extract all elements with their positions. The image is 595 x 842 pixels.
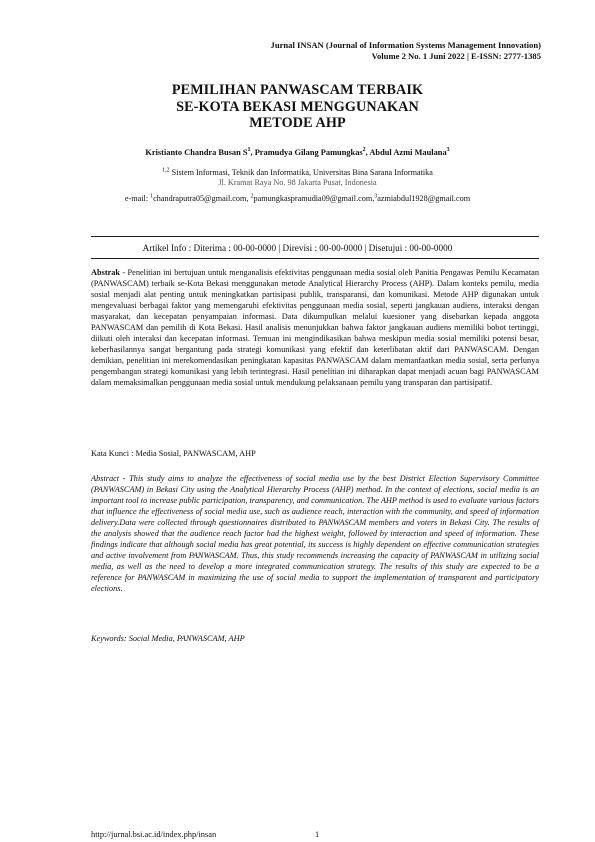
article-info: Artikel Info : Diterima : 00-00-0000 | Direvisi : 00-00-0000 | Disetujui : 00-00-0000: [142, 243, 453, 253]
title-line-3: METODE AHP: [249, 115, 346, 131]
journal-name: Jurnal INSAN (Journal of Information Systems Management Innovation): [270, 40, 541, 50]
email-index: 1: [150, 193, 154, 200]
kata-kunci-label: Kata Kunci :: [91, 449, 134, 458]
email-index: 2: [250, 193, 254, 200]
affiliation: [0, 168, 595, 187]
abstrak-paragraph: [91, 267, 539, 389]
footer-url[interactable]: http://jurnal.bsi.ac.id/index.php/insan: [91, 830, 217, 839]
page-number: 1: [315, 830, 320, 839]
kata-kunci-text: Media Sosial, PANWASCAM, AHP: [133, 449, 256, 458]
divider-top: [91, 236, 539, 237]
abstrak-text: - Penelitian ini bertujuan untuk menganalisis efektivitas penggunaan media sosial oleh Panitia Pengawas Pemilu Kecamatan (PANWASCAM) terbaik se-Kota Bekasi menggunakan metode Analytical Hierarchy Process (AHP). Dalam konteks pemilu, media sosial menjadi alat penting untuk meningkatkan partisipasi publik, transparansi, dan komunikasi. Metode AHP digunakan untuk mengevaluasi berbagai faktor yang memengaruhi efektivitas penggunaan media sosial, seperti jangkauan audiens, interaksi dengan masyarakat, dan kecepatan penyampaian informasi. Data dikumpulkan melalui kuesioner yang disebarkan kepada anggota PANWASCAM dan pemilih di Kota Bekasi. Hasil analisis menunjukkan bahwa faktor jangkauan audiens memiliki bobot tertinggi, diikuti oleh interaksi dan kecepatan informasi. Temuan ini mengindikasikan bahwa meskipun media sosial memiliki potensi besar, keberhasilannya sangat bergantung pada strategi komunikasi yang efektif dan keterlibatan aktif dari PANWASCAM. Dengan demikian, penelitian ini merekomendasikan peningkatan kapasitas PANWASCAM dalam memanfaatkan media sosial, serta perlunya pengembangan strategi komunikasi yang lebih terintegrasi. Hasil penelitian ini diharapkan dapat menjadi acuan bagi PANWASCAM dalam memaksimalkan penggunaan media sosial untuk mendukung pelaksanaan pemilu yang transparan dan partisipatif.: [91, 268, 539, 388]
affiliation-address: Jl. Kramat Raya No. 98 Jakarta Pusat, Indonesia: [218, 178, 377, 187]
title-line-1: PEMILIHAN PANWASCAM TERBAIK: [171, 82, 424, 98]
paper-title: [0, 82, 595, 132]
author-name: , Pramudya Gilang Pamungkas: [250, 148, 363, 157]
author-index: 3: [446, 147, 450, 154]
author-name: Kristianto Chandra Busan S: [145, 148, 248, 157]
affiliation-institution: Sistem Informasi, Teknik dan Informatika, Universitas Bina Sarana Informatika: [171, 168, 433, 177]
author-name: , Abdul Azmi Maulana: [365, 148, 447, 157]
email-address[interactable]: azmiabdul1928@gmail.com: [377, 194, 471, 203]
abstract-english: Abstract - This study aims to analyze the effectiveness of social media use by the best District Election Supervisory Committee (PANWASCAM) in Bekasi City using the Analytical Hierarchy Process (AHP) method. In the context of elections, social media is an important tool to increase public participation, transparency, and communication. The AHP method is used to evaluate various factors that influence the effectiveness of social media use, such as audience reach, interaction with the community, and speed of information delivery.Data were collected through questionnaires distributed to PANWASCAM members and voters in Bekasi City. The results of the analysis showed that the audience reach factor had the highest weight, followed by interaction and speed of information. These findings indicate that although social media has great potential, its success is highly dependent on effective communication strategies and active involvement from PANWASCAM. Thus, this study recommends increasing the capacity of PANWASCAM in utilizing social media, as well as the need to develop a more integrated communication strategy. The results of this study are expected to be a reference for PANWASCAM in maximizing the use of social media to support the implementation of transparent and participatory elections.: [91, 474, 539, 594]
journal-volume: Volume 2 No. 1 Juni 2022 | E-ISSN: 2777-1385: [371, 51, 541, 61]
email-address[interactable]: pamungkaspramudia09@gmail.com,: [253, 194, 375, 203]
divider-bottom: [91, 258, 539, 259]
email-index: 3: [374, 193, 378, 200]
title-line-2: SE-KOTA BEKASI MENGGUNAKAN: [176, 98, 419, 115]
keywords-english: Keywords: Social Media, PANWASCAM, AHP: [91, 634, 245, 643]
kata-kunci: [91, 448, 539, 459]
email-prefix: e-mail:: [124, 194, 151, 203]
author-index: 1: [247, 147, 251, 154]
affiliation-index: 1,2: [162, 167, 170, 174]
abstrak-label: Abstrak: [91, 268, 121, 277]
author-index: 2: [362, 147, 366, 154]
author-list: [0, 148, 595, 157]
journal-header: [271, 40, 541, 62]
email-line: [0, 194, 595, 203]
email-address[interactable]: chandraputra05@gmail.com,: [153, 194, 251, 203]
